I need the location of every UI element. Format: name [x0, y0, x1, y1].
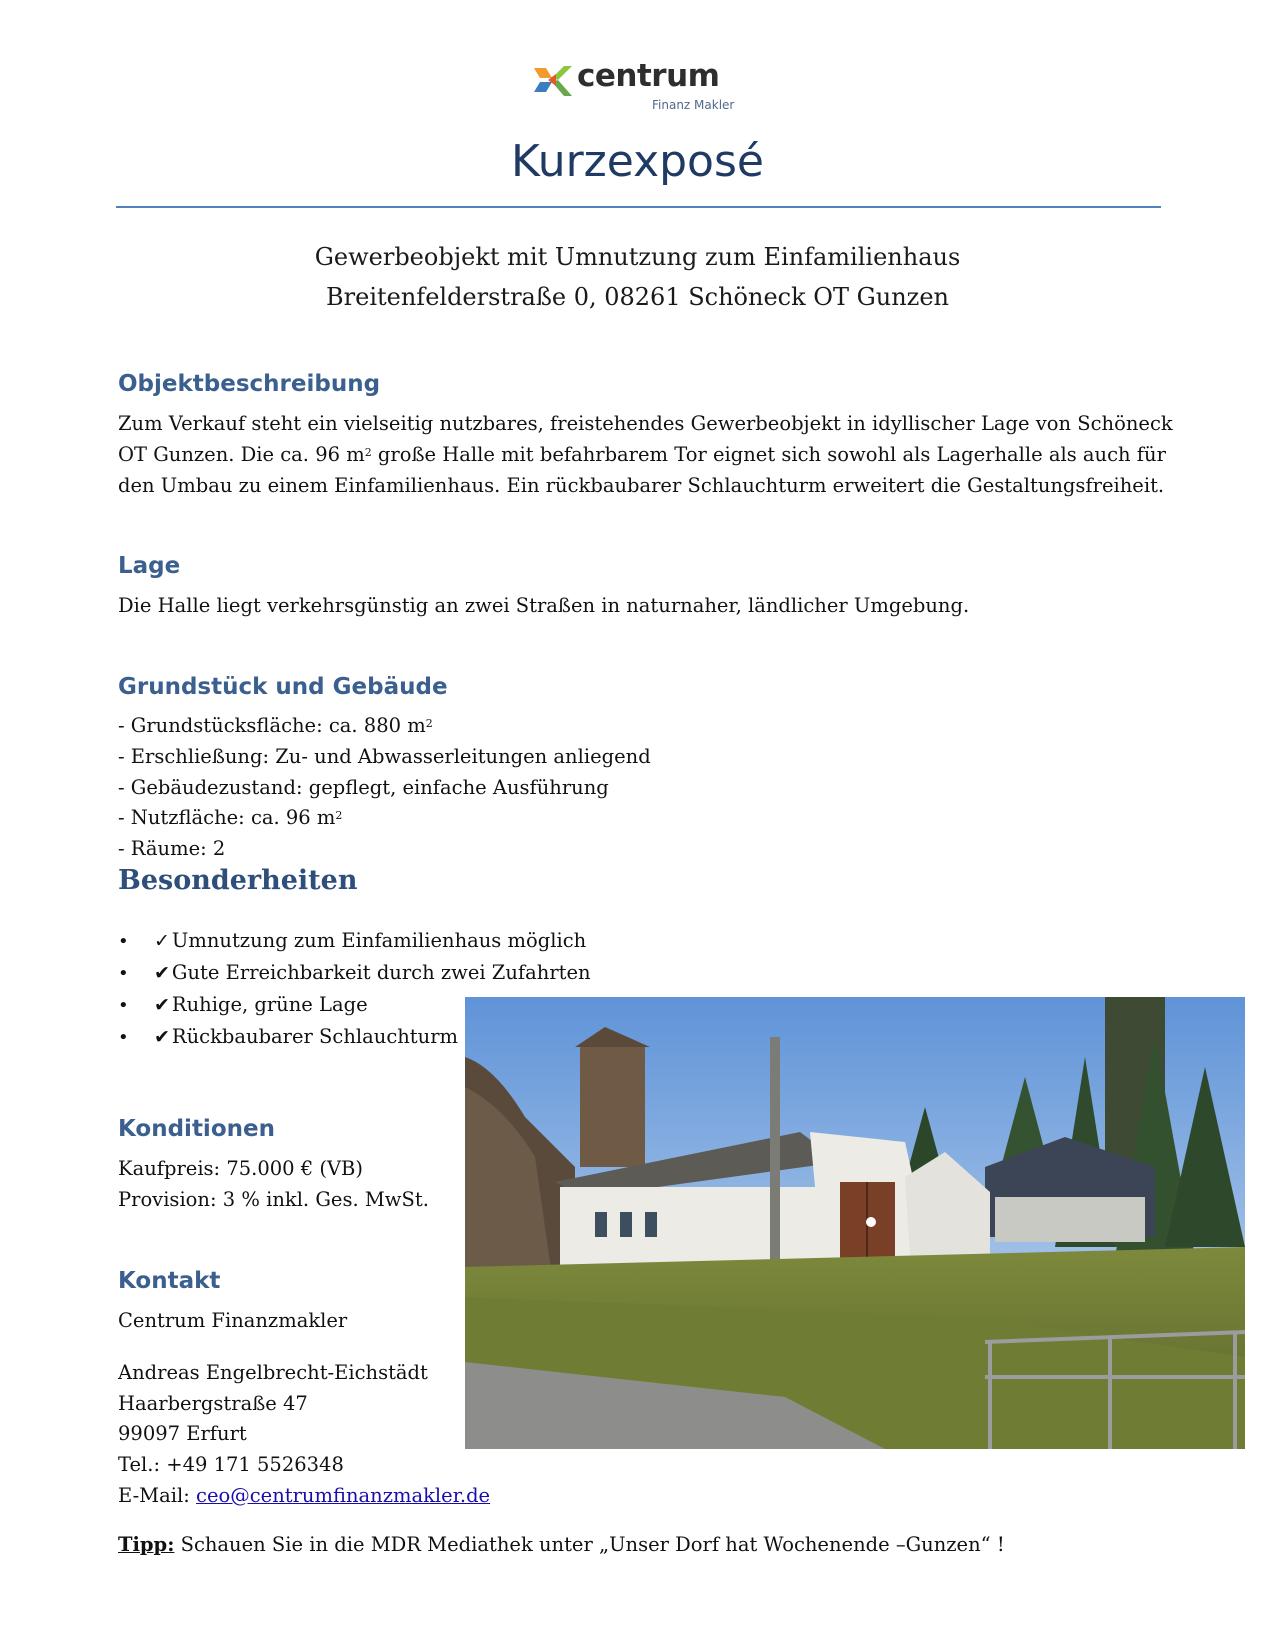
company-logo [530, 58, 770, 118]
grundstueck-item-erschliessung: - Erschließung: Zu- und Abwasserleitungen anliegend [118, 745, 651, 768]
konditionen-provision: Provision: 3 % inkl. Ges. MwSt. [118, 1188, 429, 1211]
logo-mark-icon [530, 62, 574, 102]
besonderheiten-item: • ✔ Gute Erreichbarkeit durch zwei Zufahrten [118, 961, 591, 984]
title-divider [116, 206, 1161, 208]
heading-kontakt: Kontakt [118, 1268, 221, 1294]
besonderheiten-item: • ✔ Rückbaubarer Schlauchturm [118, 1025, 459, 1048]
grundstueck-item-raeume: - Räume: 2 [118, 837, 226, 860]
kontakt-email-line: E-Mail: ceo@centrumfinanzmakler.de [118, 1484, 491, 1507]
objektbeschreibung-line-2: OT Gunzen. Die ca. 96 $m^2$ große Halle mit befahrbarem Tor eignet sich sowohl als Lagerhalle als auch für [118, 443, 1166, 466]
besonderheiten-item: • ✔ Ruhige, grüne Lage [118, 993, 368, 1016]
logo-wordmark: centrum [577, 58, 720, 94]
grundstueck-item-nutzflaeche: - Nutzfläche: ca. 96 $m^2$ [118, 806, 343, 829]
document-title: Kurzexposé [511, 136, 764, 187]
subtitle-address: Breitenfelderstraße 0, 08261 Schöneck OT Gunzen [326, 283, 949, 311]
heading-grundstueck: Grundstück und Gebäude [118, 674, 448, 700]
kontakt-city: 99097 Erfurt [118, 1422, 247, 1445]
checkmark-icon: ✔ [154, 994, 170, 1016]
heading-besonderheiten: Besonderheiten [118, 865, 358, 896]
kontakt-name: Andreas Engelbrecht-Eichstädt [118, 1361, 428, 1384]
besonderheiten-item: • ✓ Umnutzung zum Einfamilienhaus möglich [118, 929, 587, 952]
subtitle-object-type: Gewerbeobjekt mit Umnutzung zum Einfamilienhaus [314, 243, 961, 271]
email-link[interactable]: ceo@centrumfinanzmakler.de [196, 1484, 491, 1507]
kontakt-street: Haarbergstraße 47 [118, 1392, 308, 1415]
property-photo [465, 997, 1245, 1449]
logo-subtitle: Finanz Makler [652, 98, 735, 112]
checkmark-icon: ✓ [154, 930, 170, 952]
tipp-note: Tipp: Schauen Sie in die MDR Mediathek unter „Unser Dorf hat Wochenende –Gunzen“ ! [118, 1533, 1005, 1556]
objektbeschreibung-line-1: Zum Verkauf steht ein vielseitig nutzbares, freistehendes Gewerbeobjekt in idyllischer Lage von Schöneck [118, 412, 1173, 435]
lage-text: Die Halle liegt verkehrsgünstig an zwei Straßen in naturnaher, ländlicher Umgebung. [118, 594, 970, 617]
heading-konditionen: Konditionen [118, 1116, 275, 1142]
grundstueck-item-area: - Grundstücksfläche: ca. 880 $m^2$ [118, 714, 433, 737]
grundstueck-item-zustand: - Gebäudezustand: gepflegt, einfache Ausführung [118, 776, 609, 799]
kontakt-company: Centrum Finanzmakler [118, 1309, 348, 1332]
konditionen-kaufpreis: Kaufpreis: 75.000 € (VB) [118, 1157, 363, 1180]
checkmark-icon: ✔ [154, 1026, 170, 1048]
kontakt-phone: Tel.: +49 171 5526348 [118, 1453, 344, 1476]
objektbeschreibung-line-3: den Umbau zu einem Einfamilienhaus. Ein rückbaubarer Schlauchturm erweitert die Gestaltungsfreiheit. [118, 474, 1165, 497]
heading-objektbeschreibung: Objektbeschreibung [118, 371, 381, 397]
checkmark-icon: ✔ [154, 962, 170, 984]
heading-lage: Lage [118, 553, 181, 579]
